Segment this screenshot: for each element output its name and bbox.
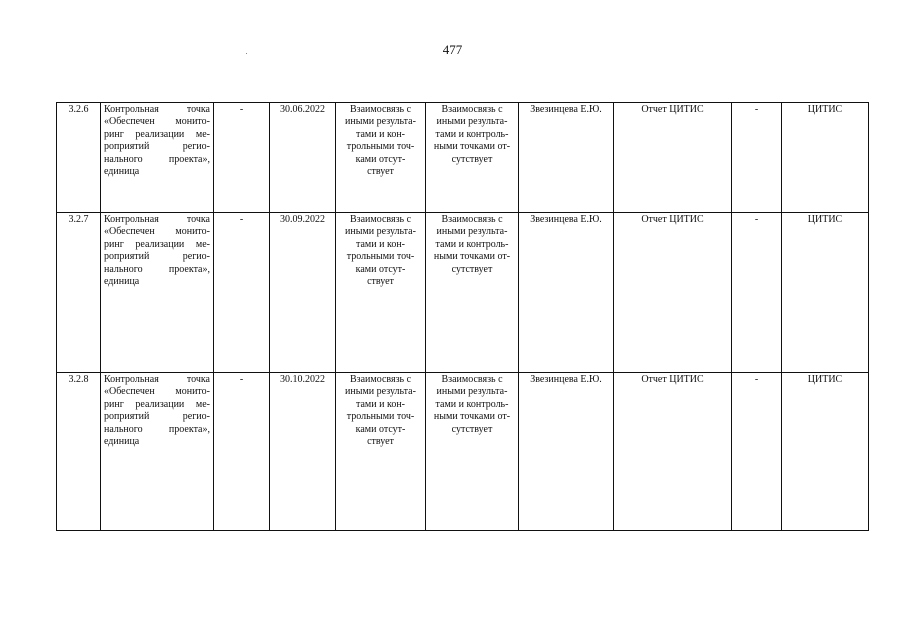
control-point-name: Контрольная точка «Обеспечен монито-ринг реализации ме-роприятий регио-нального проекта», единица (101, 373, 214, 531)
row-number: 3.2.7 (57, 213, 101, 373)
base-value: - (214, 213, 270, 373)
confirming-document: Отчет ЦИТИС (614, 103, 732, 213)
control-point-name: Контрольная точка «Обеспечен монито-ринг реализации ме-роприятий регио-нального проекта», единица (101, 103, 214, 213)
information-system: ЦИТИС (782, 373, 869, 531)
table-row (57, 213, 869, 373)
relation-previous: Взаимосвязь с иными результа- тами и кон- трольными точ- ками отсут- ствует (345, 374, 416, 448)
scan-speck (246, 53, 247, 54)
due-date: 30.10.2022 (270, 373, 336, 531)
information-system: ЦИТИС (782, 213, 869, 373)
relation-previous: Взаимосвязь с иными результа- тами и кон- трольными точ- ками отсут- ствует (345, 104, 416, 178)
responsible-person: Звезинцева Е.Ю. (519, 373, 614, 531)
level-value: - (732, 213, 782, 373)
base-value: - (214, 103, 270, 213)
table-row (57, 373, 869, 531)
relation-next: Взаимосвязь с иными результа- тами и контроль- ными точками от- сутствует (433, 104, 511, 165)
due-date: 30.06.2022 (270, 103, 336, 213)
due-date: 30.09.2022 (270, 213, 336, 373)
responsible-person: Звезинцева Е.Ю. (519, 213, 614, 373)
base-value: - (214, 373, 270, 531)
confirming-document: Отчет ЦИТИС (614, 373, 732, 531)
control-point-name: Контрольная точка «Обеспечен монито-ринг реализации ме-роприятий регио-нального проекта», единица (101, 213, 214, 373)
information-system: ЦИТИС (782, 103, 869, 213)
level-value: - (732, 103, 782, 213)
relation-next: Взаимосвязь с иными результа- тами и контроль- ными точками от- сутствует (433, 374, 511, 435)
table-row (57, 103, 869, 213)
relation-next: Взаимосвязь с иными результа- тами и контроль- ными точками от- сутствует (433, 214, 511, 275)
relation-previous: Взаимосвязь с иными результа- тами и кон- трольными точ- ками отсут- ствует (345, 214, 416, 288)
confirming-document: Отчет ЦИТИС (614, 213, 732, 373)
row-number: 3.2.6 (57, 103, 101, 213)
row-number: 3.2.8 (57, 373, 101, 531)
page-number: 477 (442, 42, 463, 57)
control-points-table (56, 102, 869, 531)
level-value: - (732, 373, 782, 531)
responsible-person: Звезинцева Е.Ю. (519, 103, 614, 213)
